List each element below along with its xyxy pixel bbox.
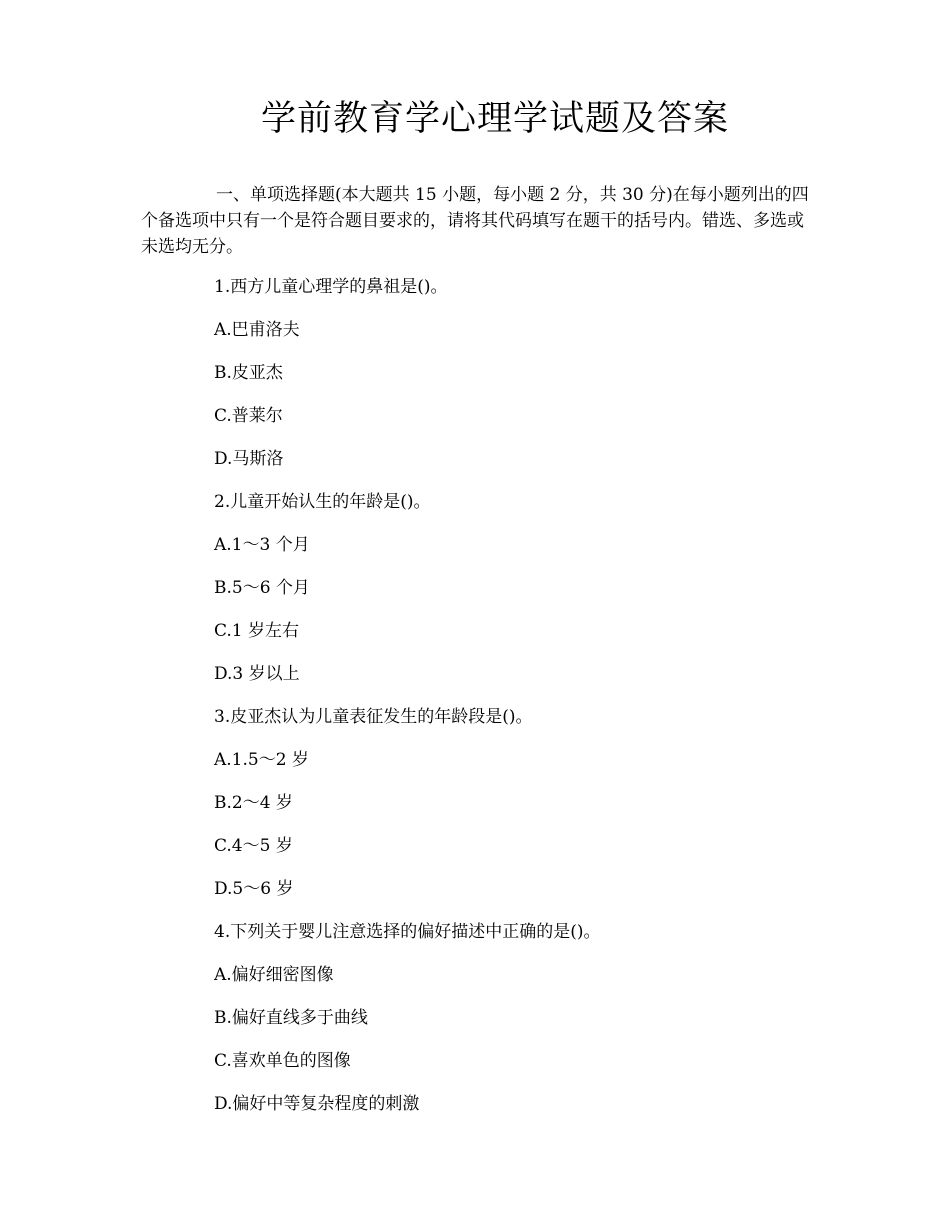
question-list bbox=[214, 272, 600, 1132]
question-stem: 4.下列关于婴儿注意选择的偏好描述中正确的是()。 bbox=[214, 922, 601, 942]
question-stem: 2.儿童开始认生的年龄是()。 bbox=[214, 492, 431, 512]
option-b: B.偏好直线多于曲线 bbox=[214, 1008, 368, 1028]
option-c: C.4～5 岁 bbox=[214, 836, 293, 856]
option-b: B.5～6 个月 bbox=[214, 578, 310, 598]
option-d: D.偏好中等复杂程度的刺激 bbox=[214, 1094, 420, 1114]
option-a: A.偏好细密图像 bbox=[214, 965, 334, 985]
option-d: D.5～6 岁 bbox=[214, 879, 294, 899]
question-stem: 1.西方儿童心理学的鼻祖是()。 bbox=[214, 277, 448, 297]
option-a: A.巴甫洛夫 bbox=[214, 320, 300, 340]
page-title: 学前教育学心理学试题及答案 bbox=[260, 99, 729, 139]
option-c: C.喜欢单色的图像 bbox=[214, 1051, 351, 1071]
option-b: B.皮亚杰 bbox=[214, 363, 283, 383]
question-stem: 3.皮亚杰认为儿童表征发生的年龄段是()。 bbox=[214, 707, 533, 727]
option-d: D.马斯洛 bbox=[214, 449, 284, 469]
option-c: C.普莱尔 bbox=[214, 406, 283, 426]
option-b: B.2～4 岁 bbox=[214, 793, 293, 813]
option-d: D.3 岁以上 bbox=[214, 664, 300, 684]
option-a: A.1～3 个月 bbox=[214, 535, 310, 555]
option-a: A.1.5～2 岁 bbox=[214, 750, 309, 770]
section-intro: 一、单项选择题(本大题共 15 小题，每小题 2 分，共 30 分)在每小题列出的四个备选项中只有一个是符合题目要求的，请将其代码填写在题干的括号内。错选、多选或未选均无分。 bbox=[141, 185, 809, 257]
option-c: C.1 岁左右 bbox=[214, 621, 300, 641]
